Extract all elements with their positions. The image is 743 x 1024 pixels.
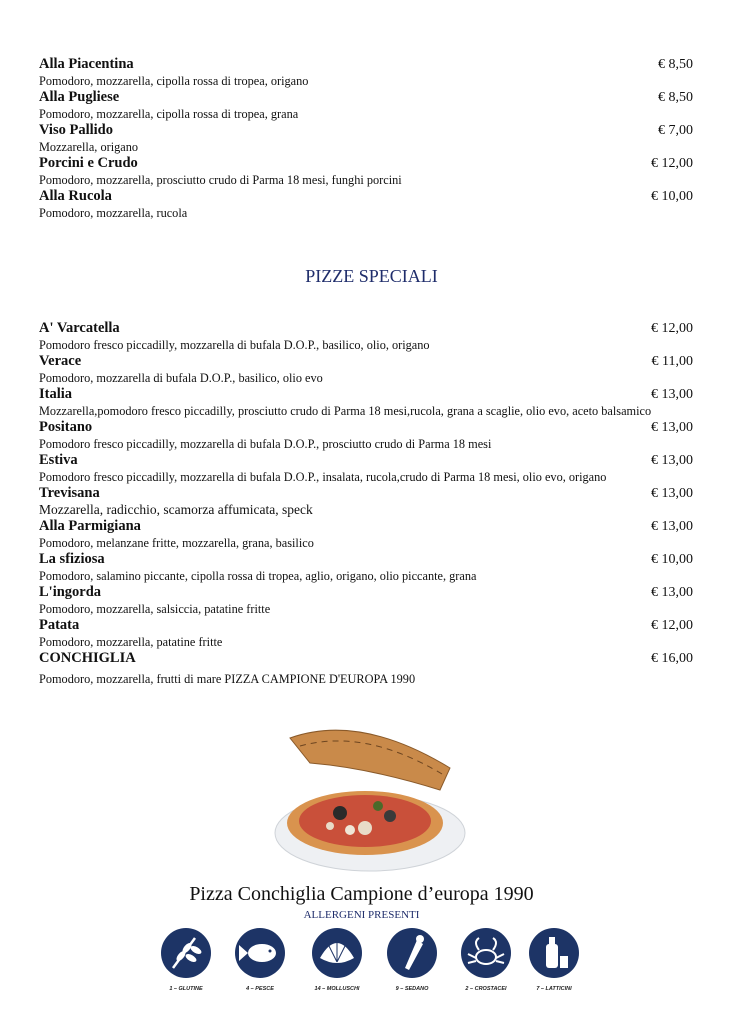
item-price: € 13,00 [651, 453, 693, 468]
allergen-label: 2 – CROSTACEI [465, 986, 507, 992]
item-price: € 13,00 [651, 387, 693, 402]
menu-item [39, 155, 693, 188]
allergens-title: ALLERGENI PRESENTI [303, 909, 420, 921]
menu-item [39, 650, 693, 687]
item-price: € 16,00 [651, 651, 693, 666]
item-price: € 13,00 [651, 486, 693, 501]
allergen-item [220, 928, 300, 992]
menu-item [39, 122, 693, 155]
item-price: € 10,00 [651, 189, 693, 204]
item-description: Pomodoro, salamino piccante, cipolla rossa di tropea, aglio, origano, olio piccante, grana [39, 569, 477, 583]
item-description: Mozzarella,pomodoro fresco piccadilly, prosciutto crudo di Parma 18 mesi,rucola, grana a scaglie, olio evo, aceto balsamico [39, 404, 652, 418]
menu-item [39, 617, 693, 650]
item-description: Pomodoro, mozzarella, cipolla rossa di tropea, grana [39, 107, 299, 121]
item-price: € 13,00 [651, 519, 693, 534]
item-price: € 12,00 [651, 618, 693, 633]
item-description: Pomodoro, mozzarella, frutti di mare PIZZA CAMPIONE D'EUROPA 1990 [39, 672, 416, 686]
menu-item [39, 320, 693, 353]
item-name: La sfiziosa [39, 551, 105, 567]
pizza-conchiglia-photo [270, 718, 470, 873]
wheat-icon [161, 928, 211, 978]
menu-item [39, 353, 693, 386]
item-description: Pomodoro, mozzarella, rucola [39, 206, 188, 220]
allergen-label: 14 – MOLLUSCHI [314, 986, 360, 992]
menu-item [39, 386, 693, 419]
fish-icon [235, 928, 285, 978]
item-name: A' Varcatella [39, 320, 120, 336]
allergen-item [146, 928, 226, 992]
special-pizza-list [39, 320, 693, 687]
menu-item [39, 452, 693, 485]
menu-item [39, 518, 693, 551]
item-price: € 8,50 [658, 57, 693, 72]
item-name: Alla Piacentina [39, 56, 134, 72]
item-name: Verace [39, 353, 82, 369]
section-title: PIZZE SPECIALI [305, 266, 438, 286]
photo-caption: Pizza Conchiglia Campione d’europa 1990 [189, 883, 534, 905]
item-name: Porcini e Crudo [39, 155, 138, 171]
allergen-label: 4 – PESCE [246, 986, 274, 992]
item-description: Pomodoro, mozzarella, cipolla rossa di tropea, origano [39, 74, 309, 88]
item-description: Mozzarella, origano [39, 140, 139, 154]
item-description: Mozzarella, radicchio, scamorza affumicata, speck [39, 502, 313, 517]
milk-icon [529, 928, 579, 978]
item-name: Alla Rucola [39, 188, 112, 204]
item-price: € 12,00 [651, 156, 693, 171]
menu-item [39, 551, 693, 584]
allergen-label: 7 – LATTICINI [536, 986, 572, 992]
item-description: Pomodoro, melanzane fritte, mozzarella, grana, basilico [39, 536, 314, 550]
item-description: Pomodoro, mozzarella di bufala D.O.P., basilico, olio evo [39, 371, 323, 385]
celery-icon [387, 928, 437, 978]
item-price: € 11,00 [651, 354, 693, 369]
item-name: Alla Parmigiana [39, 518, 141, 534]
item-name: Estiva [39, 452, 78, 468]
item-price: € 8,50 [658, 90, 693, 105]
classic-pizza-list [39, 56, 693, 221]
allergen-label: 9 – SEDANO [395, 986, 429, 992]
item-description: Pomodoro fresco piccadilly, mozzarella di bufala D.O.P., prosciutto crudo di Parma 18 mesi [39, 437, 492, 451]
allergen-item [372, 928, 452, 992]
item-description: Pomodoro, mozzarella, prosciutto crudo di Parma 18 mesi, funghi porcini [39, 173, 402, 187]
item-price: € 13,00 [651, 585, 693, 600]
shell-icon [312, 928, 362, 978]
menu-item [39, 89, 693, 122]
item-name: Italia [39, 386, 73, 402]
item-price: € 13,00 [651, 420, 693, 435]
item-price: € 7,00 [658, 123, 693, 138]
allergen-item [297, 928, 377, 992]
allergen-item [514, 928, 594, 992]
menu-item [39, 419, 693, 452]
item-description: Pomodoro, mozzarella, salsiccia, patatine fritte [39, 602, 271, 616]
item-name: CONCHIGLIA [39, 650, 136, 666]
crab-icon [461, 928, 511, 978]
item-description: Pomodoro, mozzarella, patatine fritte [39, 635, 223, 649]
item-name: Trevisana [39, 485, 100, 501]
item-price: € 10,00 [651, 552, 693, 567]
item-name: Alla Pugliese [39, 89, 120, 105]
item-name: L'ingorda [39, 584, 102, 600]
item-name: Positano [39, 419, 93, 435]
item-price: € 12,00 [651, 321, 693, 336]
menu-item [39, 188, 693, 221]
allergen-label: 1 – GLUTINE [169, 986, 203, 992]
item-name: Patata [39, 617, 80, 633]
menu-item [39, 485, 693, 518]
menu-item [39, 56, 693, 89]
menu-item [39, 584, 693, 617]
item-name: Viso Pallido [39, 122, 113, 138]
item-description: Pomodoro fresco piccadilly, mozzarella di bufala D.O.P., basilico, olio, origano [39, 338, 430, 352]
item-description: Pomodoro fresco piccadilly, mozzarella di bufala D.O.P., insalata, rucola,crudo di Parma 18 mesi, olio evo, origano [39, 470, 607, 484]
